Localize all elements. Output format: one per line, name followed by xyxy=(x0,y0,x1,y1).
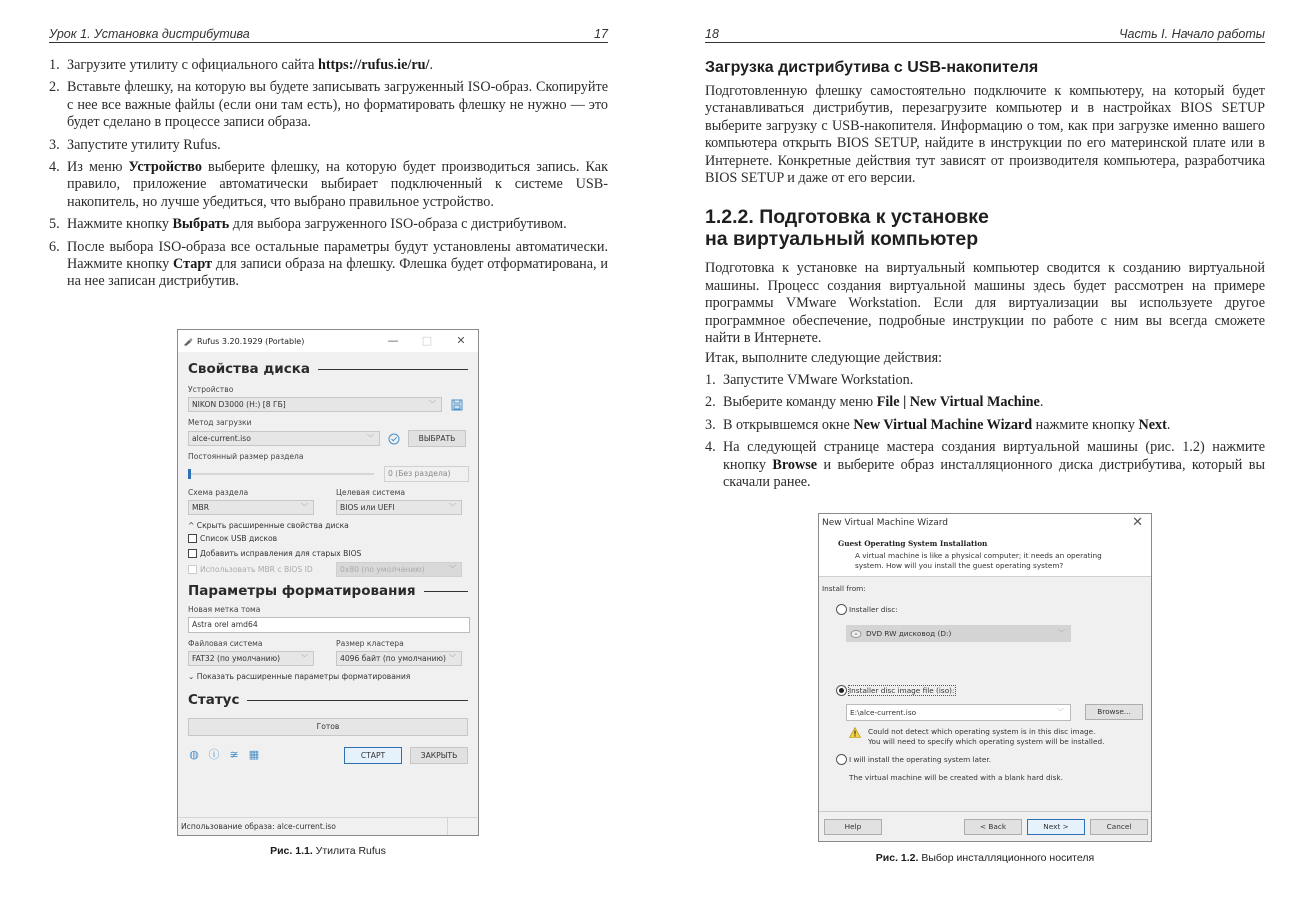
check-circle-icon[interactable] xyxy=(388,433,400,445)
wizard-footer xyxy=(819,811,1151,841)
section-status xyxy=(178,689,478,711)
text-run: . xyxy=(429,57,434,73)
chevron-down-icon: ﹀ xyxy=(1058,629,1065,637)
file-system-value: FAT32 (по умолчанию) xyxy=(192,654,281,663)
left-page xyxy=(0,0,655,922)
persistent-size-field: 0 (Без раздела) xyxy=(384,466,469,482)
caption-label: Рис. 1.2. xyxy=(875,852,919,864)
file-system-select[interactable] xyxy=(188,651,314,666)
cancel-button[interactable]: Cancel xyxy=(1090,819,1148,835)
left-body xyxy=(49,57,608,296)
radio-button[interactable] xyxy=(836,685,847,696)
rufus-statusbar xyxy=(178,817,478,835)
list-item xyxy=(705,394,1265,411)
text-run: для записи образа на флешку. Флешка будет отформатирована, и на нее записан дистрибутив. xyxy=(67,256,608,290)
chevron-down-icon: ⌄ xyxy=(188,672,195,681)
text-run: Запустите VMware Workstation. xyxy=(723,371,914,388)
mbr-bios-id-select[interactable] xyxy=(336,562,462,577)
volume-label-label: Новая метка тома xyxy=(188,605,261,614)
warning-line: You will need to specify which operating system will be installed. xyxy=(868,737,1105,746)
partition-scheme-value: MBR xyxy=(192,503,210,512)
bold-term: https://rufus.ie/ru/ xyxy=(317,57,430,73)
section-title: Свойства диска xyxy=(188,361,311,377)
close-icon[interactable]: ✕ xyxy=(1132,515,1143,530)
section-paragraph: Подготовленную флешку самостоятельно подключите к компьютеру, на который будет устанавливаться дистрибутив, перезагрузите компьютер и в настройках BIOS SETUP выберите загрузку с USB-накопителя. Информацию о том, как при загрузке именно вашего компьютера открыть BIOS SETUP, найдите в инструкции по его материнской плате или в Интернете. Конкретные действия тут зависят от производителя компьютера, разработчика BIOS SETUP и даже от его версии. xyxy=(705,83,1265,187)
radio-iso-image[interactable] xyxy=(836,685,955,696)
checkbox-label: Список USB дисков xyxy=(200,534,278,543)
wizard-heading: Guest Operating System Installation xyxy=(838,539,988,548)
disc-drive-select[interactable] xyxy=(846,625,1071,642)
page-number: 17 xyxy=(594,27,608,41)
list-number: 6. xyxy=(49,238,60,255)
list-number: 1. xyxy=(49,57,60,73)
page-number: 18 xyxy=(705,27,719,41)
warning-message xyxy=(868,727,1104,747)
log-icon[interactable]: ▦ xyxy=(248,748,260,761)
rufus-window xyxy=(177,329,479,836)
usb-drive-icon xyxy=(183,336,193,346)
text-run: Выберите команду меню xyxy=(723,394,877,411)
running-head-title: Урок 1. Установка дистрибутива xyxy=(49,27,250,41)
chevron-down-icon: ﹀ xyxy=(429,400,436,408)
list-number: 5. xyxy=(49,216,60,233)
figure-caption-1 xyxy=(177,845,479,857)
list-item xyxy=(49,137,608,154)
globe-icon[interactable]: ◍ xyxy=(189,748,199,761)
settings-sliders-icon[interactable]: ≆ xyxy=(229,748,239,761)
caption-label: Рис. 1.1. xyxy=(270,845,313,857)
chevron-down-icon: ﹀ xyxy=(1057,708,1064,716)
text-run: Из меню xyxy=(67,159,129,176)
right-page xyxy=(655,0,1311,922)
persistent-size-slider[interactable] xyxy=(188,473,374,475)
list-number: 3. xyxy=(705,416,716,433)
target-system-label: Целевая система xyxy=(336,488,405,497)
install-from-label: Install from: xyxy=(822,584,866,593)
chevron-down-icon: ﹀ xyxy=(449,503,456,511)
save-icon[interactable] xyxy=(451,399,463,411)
bold-term: Выбрать xyxy=(172,216,230,233)
wizard-header xyxy=(819,514,1151,577)
persistent-size-label: Постоянный размер раздела xyxy=(188,452,304,461)
select-button[interactable]: ВЫБРАТЬ xyxy=(408,430,466,447)
caption-text: Утилита Rufus xyxy=(312,845,386,857)
boot-method-value: alce-current.iso xyxy=(192,434,251,443)
wizard-body xyxy=(819,577,1151,813)
section-disk-properties xyxy=(178,358,478,380)
radio-button[interactable] xyxy=(836,604,847,615)
mbr-bios-id-value: 0x80 (по умолчанию) xyxy=(340,565,425,574)
radio-install-later[interactable] xyxy=(836,754,991,765)
text-run: . xyxy=(1039,394,1044,411)
text-run: для выбора загруженного ISO-образа с дистрибутивом. xyxy=(229,216,567,233)
hide-advanced-toggle[interactable] xyxy=(178,519,478,532)
text-run: Запустите утилиту Rufus. xyxy=(67,136,221,153)
chapter-heading-line2: на виртуальный компьютер xyxy=(705,228,979,251)
right-body xyxy=(705,58,1265,496)
disc-drive-value: DVD RW дисковод (D:) xyxy=(866,629,952,638)
intro-paragraph: Итак, выполните следующие действия: xyxy=(705,350,943,367)
start-button[interactable]: СТАРТ xyxy=(344,747,402,764)
partition-scheme-label: Схема раздела xyxy=(188,488,249,497)
radio-label: Installer disc image file (iso): xyxy=(849,686,955,695)
bold-term: Browse xyxy=(772,456,818,473)
chapter-heading xyxy=(705,206,1265,250)
section-heading: Загрузка дистрибутива с USB-накопителя xyxy=(705,59,1039,76)
list-number: 3. xyxy=(49,136,60,153)
volume-label-input[interactable]: Astra orel amd64 xyxy=(188,617,470,633)
info-icon[interactable]: ⓘ xyxy=(208,748,220,761)
device-select[interactable] xyxy=(188,397,442,412)
text-run: . xyxy=(1166,416,1171,433)
checkbox-box[interactable] xyxy=(188,549,197,558)
boot-method-label: Метод загрузки xyxy=(188,418,252,427)
section-title: Параметры форматирования xyxy=(188,583,416,599)
chevron-down-icon: ﹀ xyxy=(449,565,456,573)
step-list xyxy=(705,372,1265,491)
running-head-left xyxy=(49,27,608,43)
device-value: NIKON D3000 (H:) [8 ГБ] xyxy=(192,400,286,409)
close-window-button[interactable]: ✕ xyxy=(456,334,466,347)
usb-list-checkbox[interactable] xyxy=(178,532,478,545)
file-system-label: Файловая система xyxy=(188,639,263,648)
minimize-button[interactable]: — xyxy=(387,334,399,347)
close-button[interactable]: ЗАКРЫТЬ xyxy=(410,747,468,764)
running-head-title: Часть I. Начало работы xyxy=(1119,27,1265,41)
text-run: После выбора ISO-образа все остальные параметры будут установлены автоматически. Нажмите кнопку xyxy=(67,238,608,273)
target-system-select[interactable] xyxy=(336,500,462,515)
list-item xyxy=(49,216,608,233)
boot-method-select[interactable] xyxy=(188,431,380,446)
maximize-button[interactable]: □ xyxy=(421,334,433,347)
radio-button[interactable] xyxy=(836,754,847,765)
list-number: 4. xyxy=(705,439,716,456)
vm-wizard-window xyxy=(818,513,1152,842)
list-item xyxy=(49,79,608,131)
cluster-size-select[interactable] xyxy=(336,651,462,666)
slider-thumb[interactable] xyxy=(188,469,191,479)
rufus-titlebar xyxy=(178,330,478,352)
list-item xyxy=(705,417,1265,434)
checkbox-label: Добавить исправления для старых BIOS xyxy=(200,549,362,558)
list-number: 2. xyxy=(705,394,716,411)
help-button[interactable]: Help xyxy=(824,819,882,835)
cluster-size-value: 4096 байт (по умолчанию) xyxy=(340,654,446,663)
old-bios-checkbox[interactable] xyxy=(178,547,478,560)
list-number: 1. xyxy=(705,371,716,388)
status-bar: Готов xyxy=(188,718,468,736)
warning-line: Could not detect which operating system is in this disc image. xyxy=(868,727,1096,736)
cluster-size-label: Размер кластера xyxy=(336,639,404,648)
text-run: выберите флешку, на которую будет производиться запись. Как правило, приложение автоматически выбирает подключенный к системе USB-накопитель, но лучше убедиться, что выбрано правильное устройство. xyxy=(67,159,608,210)
wizard-title: New Virtual Machine Wizard xyxy=(822,518,948,528)
running-head-right xyxy=(705,27,1265,43)
browse-button[interactable]: Browse... xyxy=(1085,704,1143,720)
partition-scheme-select[interactable] xyxy=(188,500,314,515)
target-system-value: BIOS или UEFI xyxy=(340,503,395,512)
device-label: Устройство xyxy=(188,385,234,394)
checkbox-box[interactable] xyxy=(188,534,197,543)
chapter-heading-line1: 1.2.2. Подготовка к установке xyxy=(705,206,989,229)
chapter-paragraph: Подготовка к установке на виртуальный компьютер сводится к созданию виртуальной машины. Процесс создания виртуальной машины здесь будет рассмотрен на примере программы VMware Workstation. Если для виртуализации вы используете другое программное обеспечение, подробные инструкции по работе с ним вы всегда сможете найти в Интернете. xyxy=(705,260,1265,347)
checkbox-label: Использовать MBR с BIOS ID xyxy=(200,565,313,574)
iso-path-input[interactable] xyxy=(846,704,1071,721)
install-later-note: The virtual machine will be created with a blank hard disk. xyxy=(849,773,1063,782)
list-item xyxy=(705,372,1265,389)
list-item xyxy=(49,239,608,291)
show-advanced-label: Показать расширенные параметры форматирования xyxy=(196,672,411,681)
checkbox-box[interactable] xyxy=(188,565,197,574)
section-format-options xyxy=(178,580,478,602)
wizard-description: A virtual machine is like a physical computer; it needs an operating system. How will you install the guest operating system? xyxy=(855,551,1102,570)
list-number: 4. xyxy=(49,159,60,176)
next-button[interactable]: Next > xyxy=(1027,819,1085,835)
show-advanced-toggle[interactable] xyxy=(178,670,478,683)
text-run: В открывшемся окне xyxy=(723,416,854,433)
bold-term: File | New Virtual Machine xyxy=(876,394,1040,411)
list-number: 2. xyxy=(49,79,60,96)
hide-advanced-label: Скрыть расширенные свойства диска xyxy=(196,521,349,530)
disc-icon xyxy=(850,629,862,639)
text-run: и выберите образ инсталляционного диска дистрибутива, который вы скачали ранее. xyxy=(723,456,1265,490)
radio-label: I will install the operating system later. xyxy=(849,755,992,764)
radio-label: Installer disc: xyxy=(849,605,898,614)
section-title: Статус xyxy=(188,692,240,708)
bold-term: New Virtual Machine Wizard xyxy=(853,416,1033,433)
radio-installer-disc[interactable] xyxy=(836,604,898,615)
chevron-down-icon: ﹀ xyxy=(301,503,308,511)
rufus-title: Rufus 3.20.1929 (Portable) xyxy=(197,336,305,346)
list-item xyxy=(49,159,608,211)
chevron-down-icon: ﹀ xyxy=(447,652,456,665)
list-item xyxy=(705,439,1265,491)
figure-caption-2 xyxy=(818,852,1152,864)
statusbar-text: Использование образа: alce-current.iso xyxy=(181,822,336,831)
chevron-down-icon: ﹀ xyxy=(367,434,374,442)
text-run: На следующей странице мастера создания виртуальной машины (рис. 1.2) нажмите кнопку xyxy=(723,439,1265,473)
mbr-bios-id-checkbox[interactable] xyxy=(178,563,330,576)
bold-term: Устройство xyxy=(128,159,202,176)
text-run: нажмите кнопку xyxy=(1032,416,1139,433)
caption-text: Выбор инсталляционного носителя xyxy=(918,852,1095,864)
bold-term: Старт xyxy=(173,256,213,273)
text-run: Загрузите утилиту с официального сайта xyxy=(67,57,318,73)
chevron-up-icon: ^ xyxy=(188,521,195,530)
text-run: Нажмите кнопку xyxy=(67,216,173,233)
text-run: Вставьте флешку, на которую вы будете записывать загруженный ISO-образ. Скопируйте с нее все важные файлы (если они там есть), но форматировать флешку не нужно — это будет сделано в процессе записи образа. xyxy=(67,79,608,131)
list-item xyxy=(49,57,608,74)
bold-term: Next xyxy=(1138,416,1167,433)
step-list xyxy=(49,57,608,291)
back-button[interactable]: < Back xyxy=(964,819,1022,835)
iso-path-value: E:\alce-current.iso xyxy=(850,708,917,717)
chevron-down-icon: ﹀ xyxy=(301,654,308,662)
warning-icon xyxy=(849,727,861,738)
